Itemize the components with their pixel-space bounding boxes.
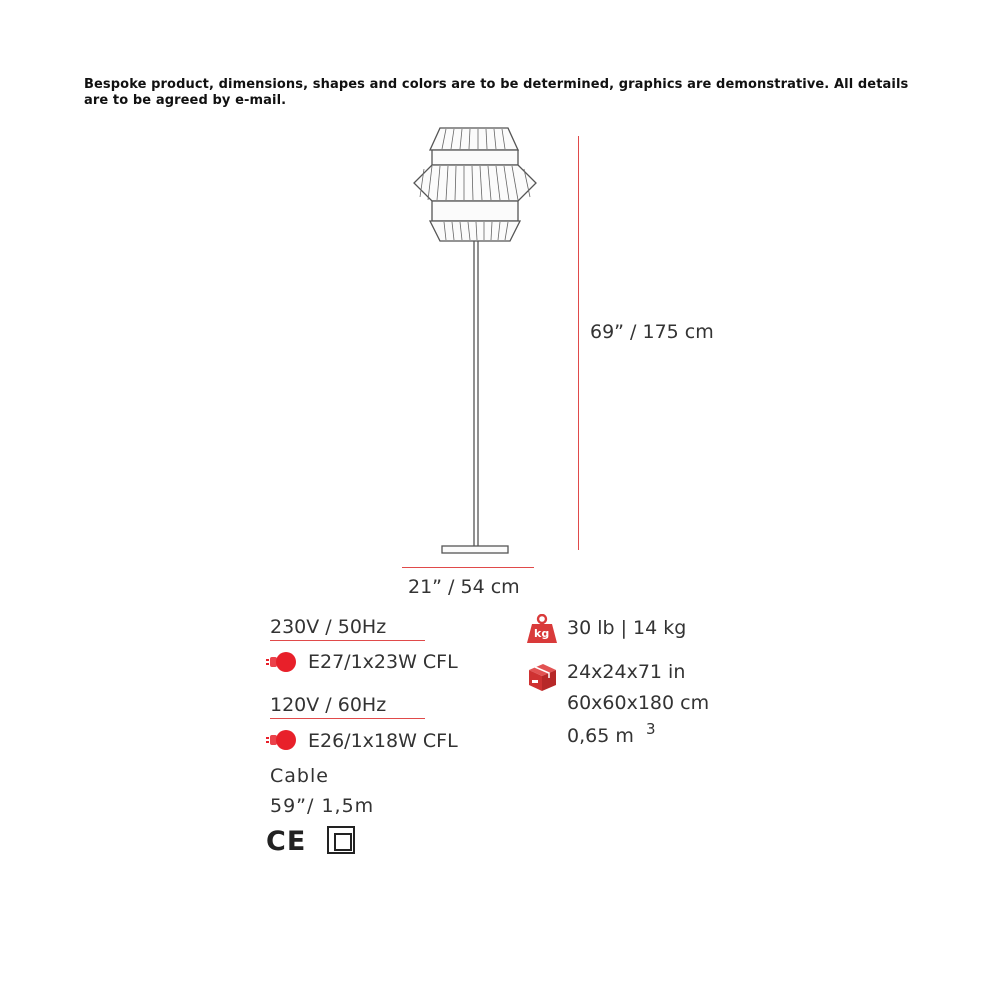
double-insulation-icon <box>327 826 355 854</box>
voltage-230-label: 230V / 50Hz <box>270 616 387 638</box>
width-dimension-line <box>402 567 534 568</box>
weight-value: 30 lb | 14 kg <box>567 617 687 639</box>
package-box-icon <box>526 660 558 692</box>
ce-mark-icon: CE <box>266 826 307 857</box>
disclaimer-text: Bespoke product, dimensions, shapes and colors are to be determined, graphics are demonstrative. All details are to be agreed by e-mail. <box>84 77 909 108</box>
weight-icon: kg <box>526 614 558 644</box>
height-dimension-line <box>578 136 579 550</box>
package-dimensions-cm: 60x60x180 cm <box>567 692 710 714</box>
voltage-120-label: 120V / 60Hz <box>270 694 387 716</box>
height-dimension-label: 69” / 175 cm <box>590 321 714 343</box>
package-volume-exponent: 3 <box>646 720 656 738</box>
bulb-icon <box>266 728 302 752</box>
package-dimensions-in: 24x24x71 in <box>567 661 686 683</box>
width-dimension-label: 21” / 54 cm <box>408 576 520 598</box>
floor-lamp-drawing <box>400 125 560 560</box>
package-volume: 0,65 m <box>567 725 634 747</box>
cable-label: Cable <box>270 765 329 787</box>
cable-length: 59”/ 1,5m <box>270 795 375 817</box>
voltage-230-underline <box>270 640 425 641</box>
bulb-e27-label: E27/1x23W CFL <box>308 651 458 673</box>
bulb-icon <box>266 650 302 674</box>
bulb-e26-label: E26/1x18W CFL <box>308 730 458 752</box>
voltage-120-underline <box>270 718 425 719</box>
